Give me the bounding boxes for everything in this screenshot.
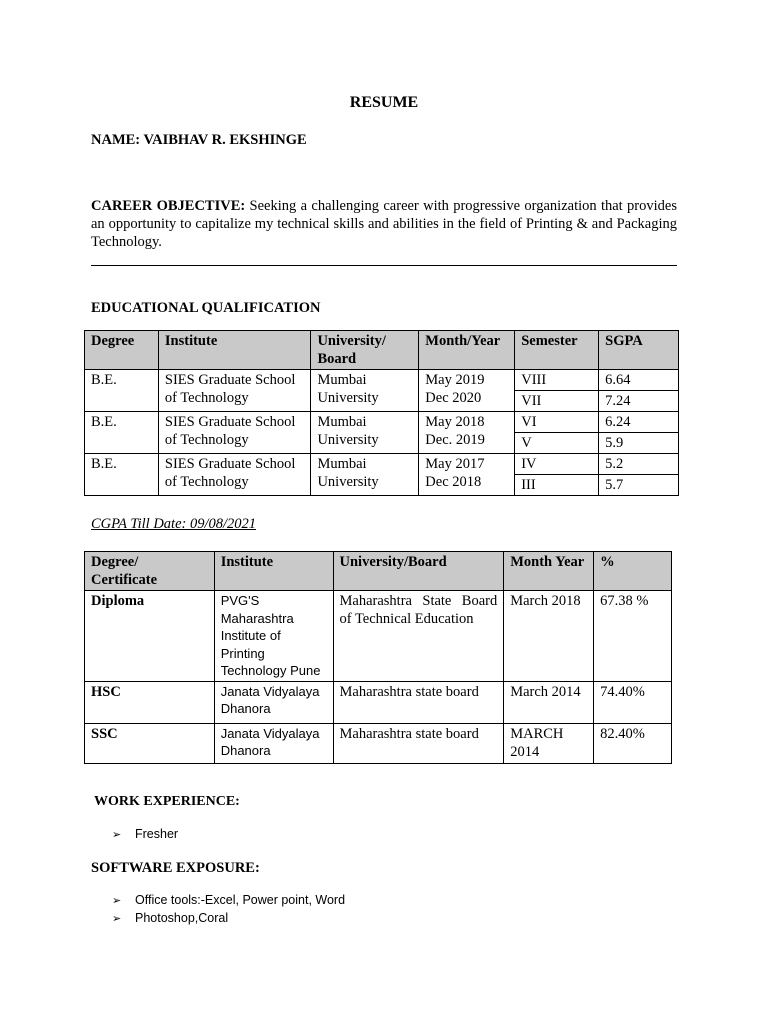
- column-header: SGPA: [599, 331, 679, 370]
- list-item-text: Fresher: [135, 827, 179, 841]
- table-header-row: [85, 552, 672, 591]
- month-year-line: May 2017: [425, 456, 485, 472]
- column-header: Institute: [158, 331, 311, 370]
- cgpa-note: CGPA Till Date: 09/08/2021: [91, 516, 257, 532]
- month-year-line: Dec 2020: [425, 390, 482, 406]
- sgpa-cell: 7.24: [599, 391, 679, 412]
- work-experience-list: [112, 825, 178, 843]
- degree-cell: HSC: [85, 681, 215, 723]
- column-header: %: [594, 552, 672, 591]
- career-objective-label: CAREER OBJECTIVE:: [91, 198, 246, 214]
- semester-cell: IV: [515, 454, 599, 475]
- month-year-cell: [419, 454, 515, 496]
- table-row: [85, 591, 672, 682]
- month-year-cell: March 2014: [504, 681, 594, 723]
- university-cell: Mumbai University: [311, 412, 419, 454]
- table-row: [85, 370, 679, 391]
- column-header: University/ Board: [311, 331, 419, 370]
- candidate-name: NAME: VAIBHAV R. EKSHINGE: [91, 132, 307, 148]
- software-exposure-heading: SOFTWARE EXPOSURE:: [91, 860, 260, 876]
- month-year-cell: [419, 370, 515, 412]
- career-objective-text: Seeking a challenging career with progressive organization that provides an opportunity to capitalize my technical skills and abilities in the field of Printing & and Packaging Technology.: [91, 198, 677, 250]
- list-item: [112, 825, 178, 843]
- table-row: [85, 681, 672, 723]
- degree-cell: B.E.: [85, 412, 159, 454]
- month-year-cell: MARCH 2014: [504, 723, 594, 763]
- month-year-line: Dec 2018: [425, 474, 482, 490]
- software-exposure-list: [112, 891, 345, 927]
- column-header: Degree: [85, 331, 159, 370]
- work-experience-heading: WORK EXPERIENCE:: [94, 794, 240, 809]
- sgpa-cell: 6.24: [599, 412, 679, 433]
- month-year-line: Dec. 2019: [425, 432, 485, 448]
- degree-cell: Diploma: [85, 591, 215, 682]
- resume-title: RESUME: [349, 94, 419, 111]
- institute-cell: Janata Vidyalaya Dhanora: [214, 723, 333, 763]
- column-header: Institute: [214, 552, 333, 591]
- month-year-cell: March 2018: [504, 591, 594, 682]
- column-header: University/Board: [333, 552, 504, 591]
- institute-cell: PVG'S Maharashtra Institute of Printing Technology Pune: [214, 591, 333, 682]
- table-row: [85, 412, 679, 433]
- education-table: [84, 330, 679, 496]
- semester-cell: V: [515, 433, 599, 454]
- career-objective: [91, 197, 677, 251]
- institute-cell: SIES Graduate School of Technology: [158, 454, 311, 496]
- list-item: [112, 891, 345, 909]
- month-year-cell: [419, 412, 515, 454]
- qualification-table: [84, 551, 672, 764]
- sgpa-cell: 6.64: [599, 370, 679, 391]
- board-cell: Maharashtra state board: [333, 723, 504, 763]
- column-header: Month/Year: [419, 331, 515, 370]
- month-year-line: May 2019: [425, 372, 485, 388]
- list-item-text: Photoshop,Coral: [135, 911, 229, 925]
- percent-cell: 82.40%: [594, 723, 672, 763]
- institute-cell: SIES Graduate School of Technology: [158, 412, 311, 454]
- semester-cell: III: [515, 475, 599, 496]
- board-cell: Maharashtra state board: [333, 681, 504, 723]
- arrow-bullet-icon: ➢: [112, 895, 122, 907]
- table-header-row: [85, 331, 679, 370]
- percent-cell: 74.40%: [594, 681, 672, 723]
- institute-cell: SIES Graduate School of Technology: [158, 370, 311, 412]
- institute-cell: Janata Vidyalaya Dhanora: [214, 681, 333, 723]
- degree-cell: SSC: [85, 723, 215, 763]
- semester-cell: VII: [515, 391, 599, 412]
- semester-cell: VIII: [515, 370, 599, 391]
- table-row: [85, 454, 679, 475]
- semester-cell: VI: [515, 412, 599, 433]
- degree-cell: B.E.: [85, 370, 159, 412]
- sgpa-cell: 5.2: [599, 454, 679, 475]
- arrow-bullet-icon: ➢: [112, 829, 122, 841]
- column-header: Semester: [515, 331, 599, 370]
- table-row: [85, 723, 672, 763]
- month-year-line: May 2018: [425, 414, 485, 430]
- university-cell: Mumbai University: [311, 454, 419, 496]
- sgpa-cell: 5.7: [599, 475, 679, 496]
- list-item: [112, 909, 345, 927]
- university-cell: Mumbai University: [311, 370, 419, 412]
- sgpa-cell: 5.9: [599, 433, 679, 454]
- board-cell: Maharashtra State Board of Technical Education: [333, 591, 504, 682]
- percent-cell: 67.38 %: [594, 591, 672, 682]
- column-header: Month Year: [504, 552, 594, 591]
- horizontal-rule: [91, 265, 677, 266]
- column-header: Degree/ Certificate: [85, 552, 215, 591]
- education-heading: EDUCATIONAL QUALIFICATION: [91, 300, 321, 316]
- list-item-text: Office tools:-Excel, Power point, Word: [135, 893, 346, 907]
- arrow-bullet-icon: ➢: [112, 913, 122, 925]
- degree-cell: B.E.: [85, 454, 159, 496]
